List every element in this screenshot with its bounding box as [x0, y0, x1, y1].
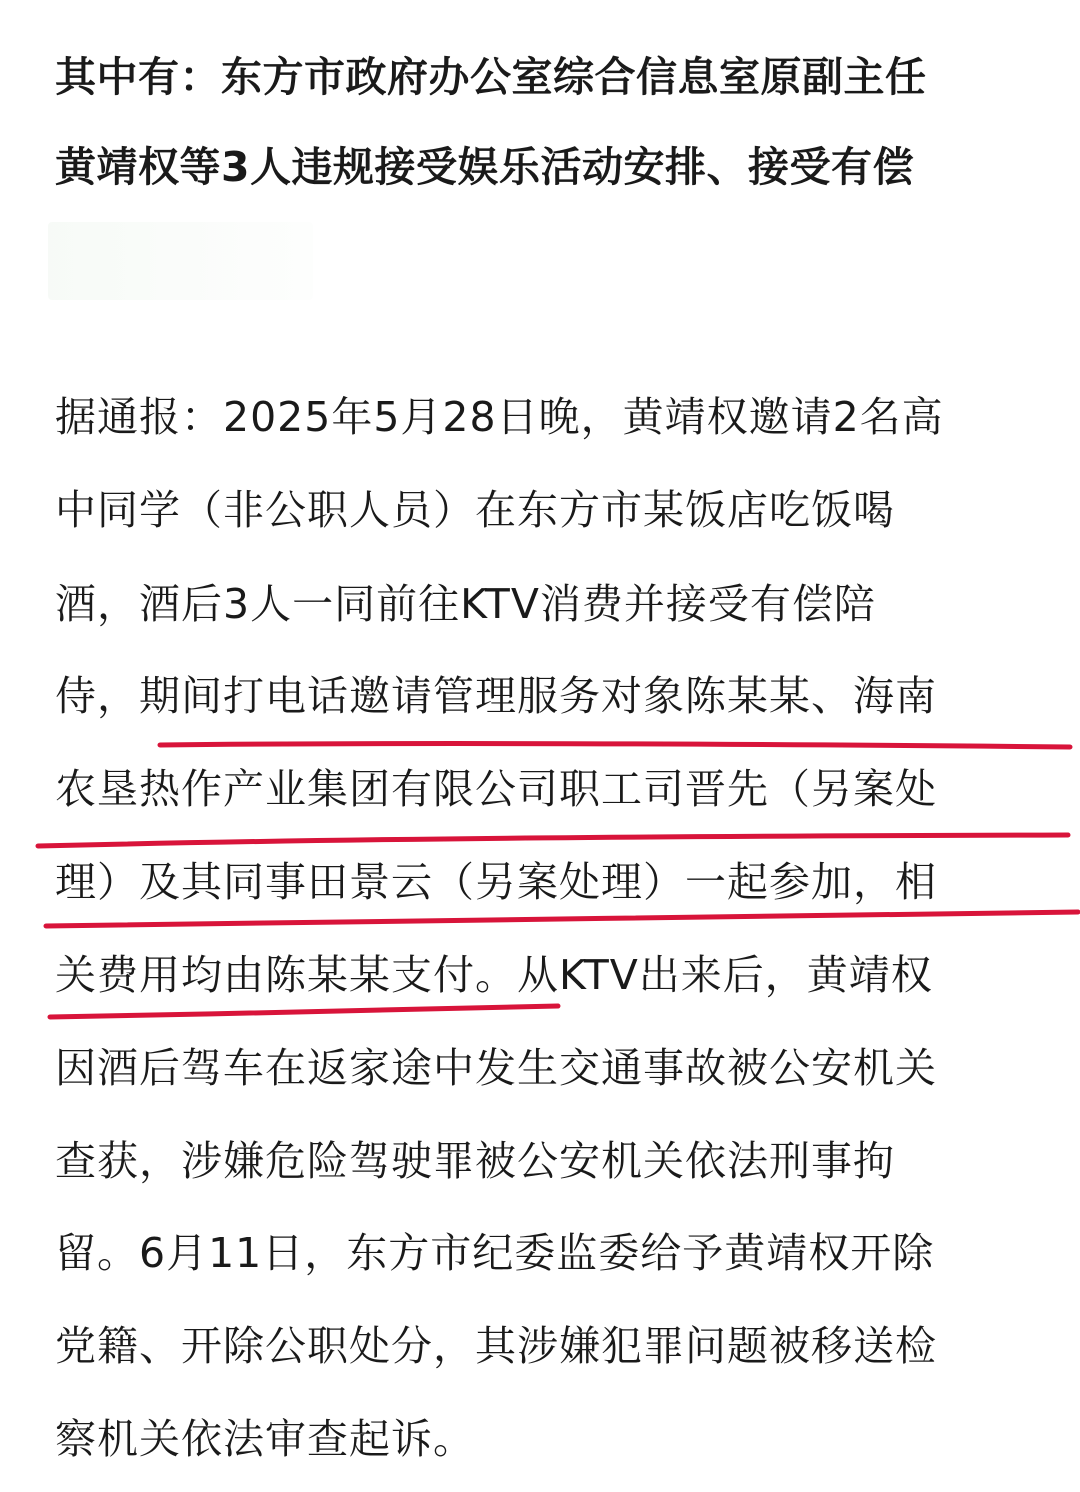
underline-3: [46, 912, 1078, 926]
article-line-9: 查获，涉嫌危险驾驶罪被公安机关依法刑事拘: [55, 1137, 895, 1185]
article-line-8: 因酒后驾车在返家途中发生交通事故被公安机关: [55, 1044, 937, 1092]
headline-line-1: 其中有：东方市政府办公室综合信息室原副主任: [55, 53, 927, 101]
article-line-2: 中同学（非公职人员）在东方市某饭店吃饭喝: [55, 486, 895, 534]
article-line-4: 侍，期间打电话邀请管理服务对象陈某某、海南: [55, 672, 937, 720]
headline-line-2: 黄靖权等3人违规接受娱乐活动安排、接受有偿: [55, 143, 915, 191]
underline-4: [50, 1006, 558, 1017]
article-line-10: 留。6月11日，东方市纪委监委给予黄靖权开除: [55, 1229, 935, 1277]
underline-1: [160, 744, 1070, 747]
article-line-11: 党籍、开除公职处分，其涉嫌犯罪问题被移送检: [55, 1322, 937, 1370]
article-line-1: 据通报：2025年5月28日晚，黄靖权邀请2名高: [55, 393, 944, 441]
article-line-7: 关费用均由陈某某支付。从KTV出来后，黄靖权: [55, 951, 933, 999]
article-line-6: 理）及其同事田景云（另案处理）一起参加，相: [55, 858, 937, 906]
faded-row: [48, 222, 313, 300]
underline-2: [38, 835, 1068, 846]
article-line-3: 酒，酒后3人一同前往KTV消费并接受有偿陪: [55, 580, 876, 628]
article-line-12: 察机关依法审查起诉。: [55, 1415, 475, 1463]
article-line-5: 农垦热作产业集团有限公司职工司晋先（另案处: [55, 765, 937, 813]
